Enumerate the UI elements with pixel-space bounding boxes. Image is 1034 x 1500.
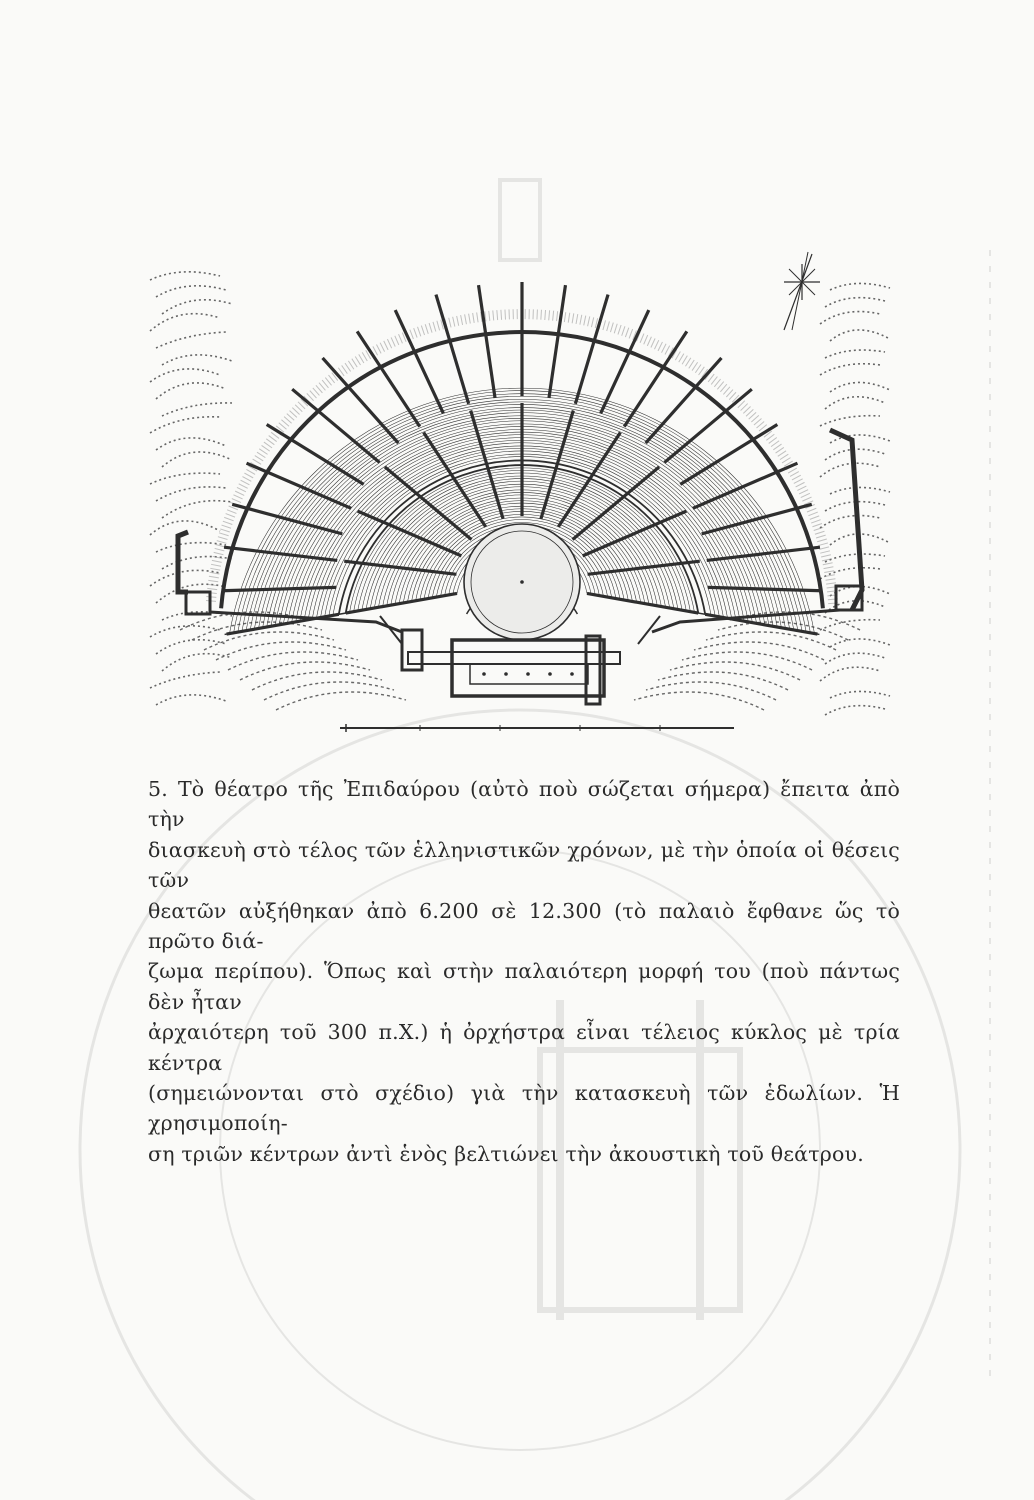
- compass-rose-icon: [784, 252, 820, 330]
- figure-caption: [148, 774, 900, 1169]
- caption-line: θεατῶν αὐξήθηκαν ἀπὸ 6.200 σὲ 12.300 (τὸ παλαιὸ ἔφθανε ὥς τὸ πρῶτο διά-: [148, 898, 900, 954]
- terrain-hatching: [150, 272, 890, 715]
- caption-line: 5. Τὸ θέατρο τῆς Ἐπιδαύρου (αὐτὸ ποὺ σώζεται σήμερα) ἔπειτα ἀπὸ τὴν: [148, 777, 900, 832]
- figure-number: 5.: [148, 777, 168, 801]
- theatre-plan-drawing: [140, 240, 900, 760]
- scale-bar: [340, 724, 734, 732]
- caption-line: (σημειώνονται στὸ σχέδιο) γιὰ τὴν κατασκευὴ τῶν ἑδωλίων. Ἡ χρησιμοποίη-: [148, 1081, 900, 1136]
- caption-line: ζωμα περίπου). Ὅπως καὶ στὴν παλαιότερη μορφή του (ποὺ πάντως δὲν ἦταν: [148, 959, 900, 1014]
- caption-line: ἀρχαιότερη τοῦ 300 π.Χ.) ἡ ὀρχήστρα εἶναι τέλειος κύκλος μὲ τρία κέντρα: [148, 1020, 900, 1075]
- caption-line: ση τριῶν κέντρων ἀντὶ ἑνὸς βελτιώνει τὴν ἀκουστικὴ τοῦ θεάτρου.: [148, 1141, 864, 1166]
- orchestra-circle: [464, 524, 580, 640]
- caption-line: διασκευὴ στὸ τέλος τῶν ἑλληνιστικῶν χρόνων, μὲ τὴν ὁποία οἱ θέσεις τῶν: [148, 837, 900, 893]
